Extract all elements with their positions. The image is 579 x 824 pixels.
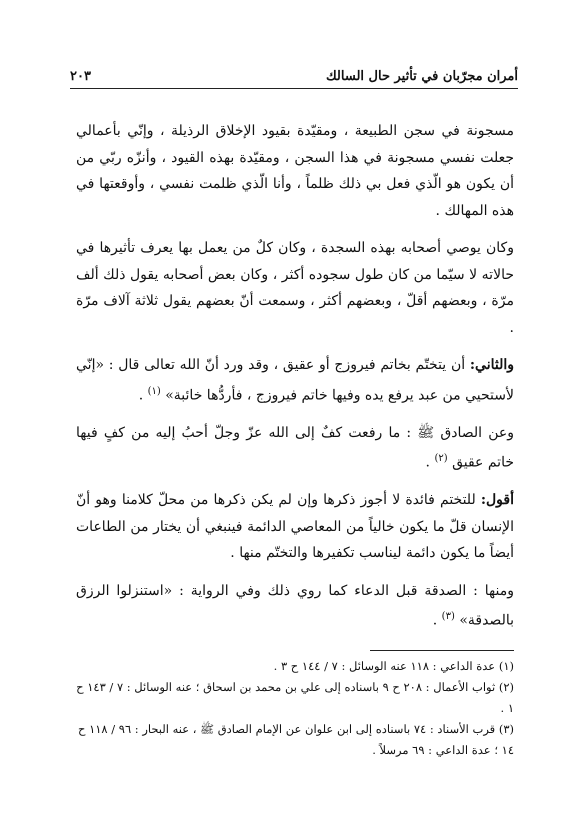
paragraph-4-text: وعن الصادق ﷺ : ما رفعت كفٌ إلى الله عزّ وجلّ أحبُ إليه من كفٍ فيها خاتم عقيق (76, 424, 514, 471)
paragraph-1: مسجونة في سجن الطبيعة ، ومقيّدة بقيود الإخلاق الرذيلة ، وإنّي بأعمالي جعلت نفسي مسجونة في هذا السجن ، ومقيّدة بهذه القيود ، وأنزّه ربّي من أن يكون هو الّذي فعل بي ذلك ظلماً ، وأنا الّذي ظلمت نفسي ، وأوقعتها في هذه المهالك . (76, 123, 514, 219)
footnotes (76, 656, 514, 761)
footnote-ref-1: (١) (147, 385, 161, 397)
paragraph-3-text: أن يتختّم بخاتم فيروزج أو عقيق ، وقد ورد أنّ الله تعالى قال : «إنّي لأستحيي من عبد يرفع يده وفيها خاتم فيروزج ، فأردُّها خائبة» (76, 357, 514, 404)
paragraph-5-text: للتختم فائدة لا أجوز ذكرها وإن لم يكن ذكرها من محلّ كلامنا وهو أنّ الإنسان قلّ ما يكون خالياً من المعاصي الدائمة فينبغي أن يختار من الطاعات أيضاً ما يكون دائمة ليناسب تكفيرها والتختّم منها . (76, 492, 514, 562)
footnote-rule (370, 650, 514, 651)
page-header (70, 60, 518, 84)
paragraph-4 (76, 420, 514, 477)
paragraph-6 (76, 578, 514, 635)
main-text (76, 118, 514, 645)
paragraph-3 (76, 352, 514, 409)
paragraph-3-lead: والثاني: (469, 357, 514, 373)
paragraph-2: وكان يوصي أصحابه بهذه السجدة ، وكان كلٌ من يعمل بها يعرف تأثيرها في حالاته لا سيّما من كان طول سجوده أكثر ، وكان بعض أصحابه يقول ذلك ألف مرّة ، وبعضهم أقلّ ، وبعضهم أكثر ، وسمعت أنّ بعضهم يقول ثلاثة آلاف مرّة . (76, 240, 514, 336)
page-number: ٢٠٣ (70, 69, 91, 84)
paragraph-5-lead: أقول: (480, 492, 514, 509)
footnote-ref-2: (٢) (434, 453, 448, 465)
paragraph-4-end: . (425, 454, 435, 471)
footnote-ref-3: (٣) (441, 611, 455, 623)
footnote-3: (٣) قرب الأسناد : ٧٤ باسناده إلى ابن علوان عن الإمام الصادق ﷺ ، عنه البحار : ٩٦ / ١١٨ ح ١٤ ؛ عدة الداعي : ٦٩ مرسلاً . (77, 722, 514, 757)
paragraph-6-end: . (432, 612, 442, 629)
footnote-1: (١) عدة الداعي : ١١٨ عنه الوسائل : ٧ / ١٤٤ ح ٣ . (273, 659, 514, 673)
paragraph-3-end: . (138, 387, 148, 404)
running-title: أمران مجرّبان في تأثير حال السالك (325, 69, 518, 84)
paragraph-5 (76, 487, 514, 567)
header-rule (70, 88, 518, 89)
footnote-2: (٢) ثواب الأعمال : ٢٠٨ ح ٩ باسناده إلى علي بن محمد بن اسحاق ؛ عنه الوسائل : ٧ / ١٤٣ ح ١ . (76, 680, 514, 715)
paragraph-6-text: ومنها : الصدقة قبل الدعاء كما روي ذلك وفي الرواية : «استنزلوا الرزق بالصدقة» (76, 582, 514, 629)
